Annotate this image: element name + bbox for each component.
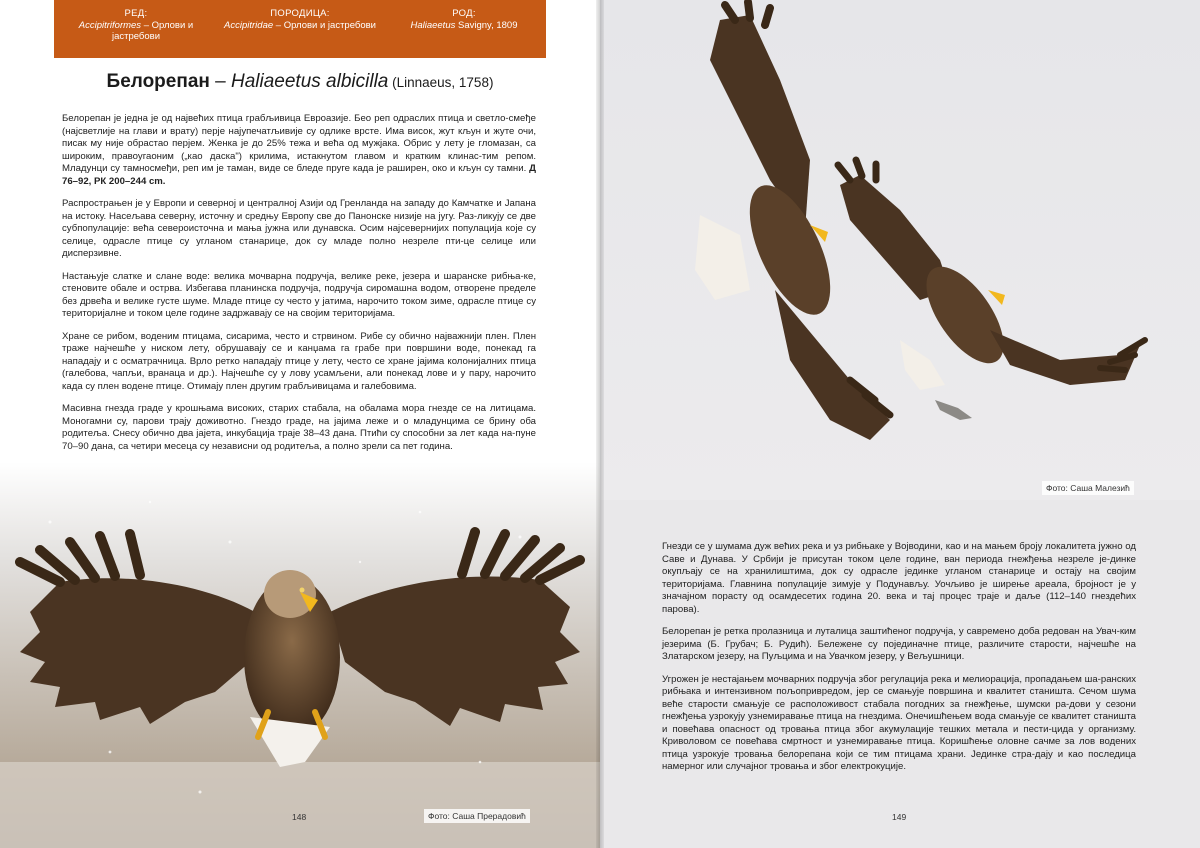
paragraph-breeding: Масивна гнезда граде у крошњама високих, старих стабала, на обалама мора гнезде се на литицама. Моногамни су, парови трају доживотно. Гнездо граде, на јајима леже и о младунцима се брину оба родитеља. Снесу обично два јајета, инкубација траје 38–43 дана. Птићи су способни за лет када на-пуне 70–90 дана, са четири месеца су независни од родитеља, а полно зрели са пет година. bbox=[62, 403, 536, 452]
right-page bbox=[600, 0, 1200, 848]
genus-suffix: Savigny, 1809 bbox=[455, 19, 518, 31]
measurements: Д 76–92, РК 200–244 cm. bbox=[62, 163, 536, 187]
scientific-name: Haliaeetus albicilla bbox=[231, 71, 389, 92]
family-value: Accipitridae bbox=[224, 19, 274, 31]
book-spine bbox=[596, 0, 604, 848]
left-body-text bbox=[62, 113, 536, 463]
taxonomy-genus bbox=[382, 0, 546, 58]
family-suffix: – Орлови и јастребови bbox=[273, 19, 376, 31]
paragraph-serbia: Гнезди се у шумама дуж већих река и уз рибњаке у Војводини, као и на мањем броју локалитета јужно од Саве и Дунава. У Србији је присутан током целе године, ван периода гнежђења незреле је-динке окупљају се на хранилиштима, док су одрасле јединке угланом станарице и остају на својим територијама. Главнина популације зимује у Подунављу. Уочљиво је ширење ареала, бројност је у значајном порасту од осамдесетих година 20. века и тај процес траје и даље (112–140 гнездећих парова). bbox=[662, 541, 1136, 615]
species-title bbox=[54, 70, 546, 95]
order-value: Accipitriformes bbox=[78, 19, 142, 31]
taxonomy-order bbox=[54, 0, 218, 58]
taxonomy-header bbox=[54, 0, 546, 58]
paragraph-habitat: Настањује слатке и слане воде: велика мочварна подручја, велике реке, језера и шаранске рибња-ке, стеновите обале и острва. Избегава планинска подручја, подручја сиромашна водом, отворене пределе без дрвећа и велике густе шуме. Младе птице су често у јатима, нарочито током зиме, одрасле птице су територијалне и током целе године задржавају се на својим територијама. bbox=[62, 270, 536, 319]
two-eagles-flying-photo bbox=[600, 0, 1200, 500]
paragraph-diet: Хране се рибом, воденим птицама, сисарима, често и стрвином. Рибе су обично најважнији плен. Плен траже најчешће у ниском лету, обрушавају се и канџама га грабе при површини воде, понекад га нападају и с осматрачница. Врло ретко нападају птице у лету, често се хране јајима колонијалних птица (галебова, чапљи, вранаца и др.). Најчешће су у лову усамљени, али понекад лове и у пару, нарочито када су плен водене птице. Отимају плен другим грабљивицама и галебовима. bbox=[62, 330, 536, 392]
eagle-wings-spread-photo bbox=[0, 462, 600, 848]
common-name: Белорепан bbox=[106, 71, 210, 92]
page-number-left: 148 bbox=[292, 812, 307, 822]
genus-label: РОД: bbox=[452, 8, 476, 19]
paragraph-distribution: Распрострањен је у Европи и северној и централној Азији од Гренланда на западу до Камчатке и Јапана на истоку. Насељава северну, источну и средњу Европу све до Панонске низије на југу. Раз-ликују се две субпопулације: већа североисточна и мања јужна или дунавска. Осим најсевернијих популација које су селице, одрасле птице су угланом станарице, док су младе полно незреле пти-це селице или дисперзивне. bbox=[62, 198, 536, 259]
genus-value: Haliaeetus bbox=[410, 19, 456, 31]
species-author: (Linnaeus, 1758) bbox=[388, 75, 494, 90]
paragraph-threats: Угрожен је нестајањем мочварних подручја због регулација река и мелиорација, пропадањем ша-ранских рибњака и интензивном пољопривредом, јер се смањује површина и квалитет станишта. Сечом шума веће старости смањује се расположивост стабала погодних за гнежђење, шумски ра-дови у сезони гнежђења узрокују узнемиравање птица на гнездима. Онечишћењем вода смањује се квалитет станишта и повећава опасност од тровања птица због акумулације тешких метала и пести-цида у организму. Криволовом се повећава смртност и узнемиравање птица. Коришћење оловне сачме за лов водених птица узрокује тровања белорепана који се тим птицама храни. Јединке стра-дају и као последица намерног или случајног тровања и због електрокуције. bbox=[662, 673, 1136, 772]
page-number-right: 149 bbox=[892, 812, 907, 822]
right-body-text bbox=[662, 541, 1136, 784]
order-suffix: – Орлови и јастребови bbox=[111, 19, 194, 42]
title-dash: – bbox=[209, 71, 231, 92]
paragraph-description: Белорепан је једна је од највећих птица грабљивица Евроазије. Бео реп одраслих птица и светло-смеђе (најсветлије на глави и врату) перје најупечатљивије су одлике врсте. Има висок, жут кљун и жуте очи, писак му није обрастао перјем. Женка је до 25% тежа и већа од мужјака. Обрис у лету је гломазан, са широким, правоугаоним („као даска") крилима, истакнутом главом и кратким клинас-тим репом. Младунци су тамносмеђи, реп им је таман, виде се бледе пруге када је раширен, око и кљун су тамни. Д 76–92, РК 200–244 cm. bbox=[62, 113, 536, 187]
family-label: ПОРОДИЦА: bbox=[270, 8, 330, 19]
paragraph-protected-area: Белорепан је ретка пролазница и луталица заштићеног подручја, у савремено доба редован на Увач-ким језерима (Б. Грубач; Б. Рудић). Бележене су појединачне птице, различите старости, најчешће на Златарском језеру, на Пуљцима и на Увачком језеру, у Вељушници. bbox=[662, 626, 1136, 662]
photo-credit-right: Фото: Саша Малезић bbox=[1042, 481, 1134, 495]
photo-credit-left: Фото: Саша Прерадовић bbox=[424, 809, 530, 823]
order-label: РЕД: bbox=[124, 8, 148, 19]
taxonomy-family bbox=[218, 0, 382, 58]
